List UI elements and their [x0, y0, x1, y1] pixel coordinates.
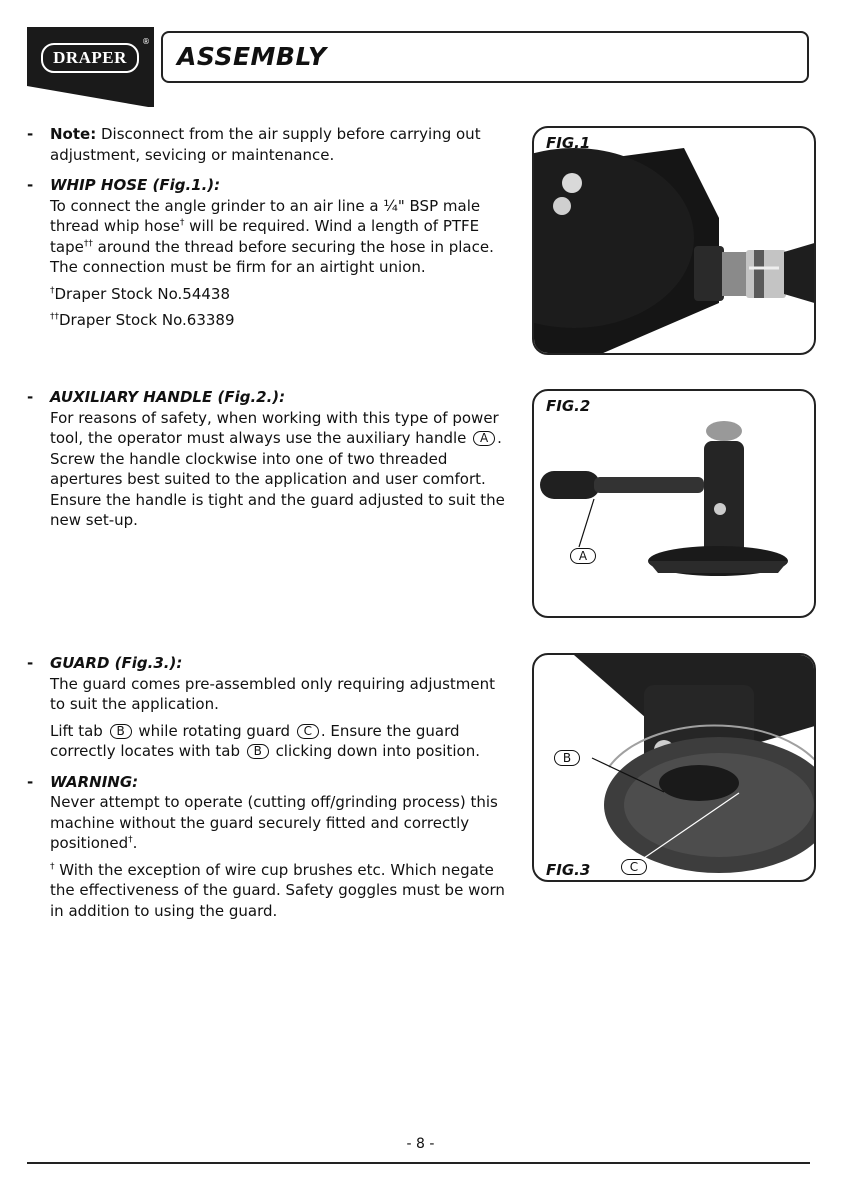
bullet-dash: -: [27, 125, 34, 143]
aux-handle-item: [27, 387, 512, 531]
whip-hose-item: [27, 175, 512, 331]
section-whip-hose: [27, 124, 512, 339]
whip-hose-photo: [534, 128, 816, 355]
aux-handle-heading: AUXILIARY HANDLE (Fig.2.):: [50, 388, 286, 406]
figure-1-label: FIG.1: [546, 134, 591, 152]
whip-hose-text: To connect the angle grinder to an air line a ¼" BSP male thread whip hose† will be required. Wind a length of PTFE tape†† around the thread before securing the hose in place. The connection must be firm for an airtight union.: [50, 196, 494, 276]
warning-heading: WARNING:: [50, 772, 139, 791]
figure-3-callout-b: B: [554, 750, 580, 766]
callout-ref-b: B: [247, 744, 269, 759]
guard-text-1: The guard comes pre-assembled only requiring adjustment to suit the application.: [50, 674, 495, 713]
callout-ref-b: B: [110, 724, 132, 739]
page-title: ASSEMBLY: [177, 42, 327, 71]
guard-photo: [534, 655, 816, 882]
warning-footnote: † With the exception of wire cup brushes etc. Which negate the effectiveness of the guard. Safety goggles must be worn in addition to using the guard.: [50, 860, 505, 920]
bullet-dash: -: [27, 176, 34, 194]
section-auxiliary-handle: [27, 387, 512, 539]
figure-3-label: FIG.3: [546, 861, 591, 879]
note-text: Disconnect from the air supply before carrying out adjustment, sevicing or maintenance.: [50, 125, 481, 164]
title-banner: [161, 31, 809, 83]
figure-2-callout-a: A: [570, 548, 596, 564]
section-guard: [27, 653, 512, 929]
warning-item: [27, 772, 512, 922]
registered-mark: ®: [142, 37, 150, 46]
footer-rule: [27, 1162, 810, 1164]
guard-heading: GUARD (Fig.3.):: [50, 654, 183, 672]
aux-handle-text: For reasons of safety, when working with this type of power tool, the operator must always use the auxiliary handle A . Screw the handle clockwise into one of two threaded apertures best suited to the application and user comfort.: [50, 408, 502, 488]
note-item: [27, 124, 512, 165]
warning-text: Never attempt to operate (cutting off/grinding process) this machine without the guard securely fitted and correctly positioned†.: [50, 793, 498, 852]
whip-hose-heading: WHIP HOSE (Fig.1.):: [50, 176, 221, 194]
figure-1: [532, 126, 816, 355]
callout-ref-a: A: [473, 431, 495, 446]
stock-note-2: ††Draper Stock No.63389: [50, 311, 235, 329]
note-label: Note:: [50, 125, 97, 143]
bullet-dash: -: [27, 654, 34, 672]
logo-wordmark: DRAPER: [41, 43, 139, 73]
figure-3: [532, 653, 816, 882]
aux-handle-note: Ensure the handle is tight and the guard adjusted to suit the new set-up.: [50, 490, 505, 529]
page-number: - 8 -: [406, 1136, 435, 1152]
stock-note-1: †Draper Stock No.54438: [50, 284, 230, 303]
draper-logo: [27, 27, 154, 107]
callout-ref-c: C: [297, 724, 319, 739]
guard-text-2: Lift tab B while rotating guard C . Ensure the guard correctly locates with tab B clicking down into position.: [50, 721, 480, 760]
figure-3-callout-c: C: [621, 859, 647, 875]
auxiliary-handle-photo: [534, 391, 816, 618]
figure-2: [532, 389, 816, 618]
figure-2-label: FIG.2: [546, 397, 591, 415]
guard-item: [27, 653, 512, 762]
bullet-dash: -: [27, 772, 34, 791]
bullet-dash: -: [27, 388, 34, 406]
